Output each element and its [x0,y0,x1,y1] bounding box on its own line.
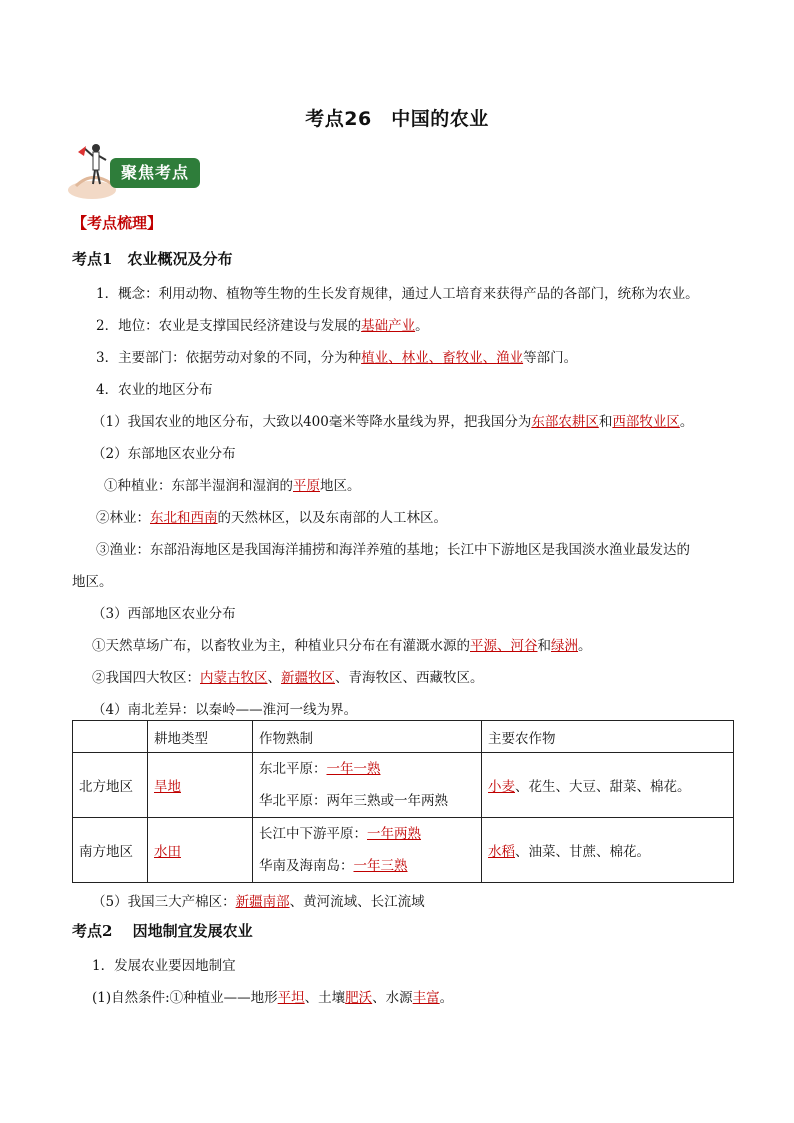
section-header: 【考点梳理】 [72,214,163,232]
region-cell: 南方地区 [73,818,148,883]
cotton-line: （5）我国三大产棉区：新疆南部、黄河流域、长江流域 [92,894,425,910]
topic1-heading: 考点1 农业概况及分布 [72,250,233,268]
table-header-cell [73,721,148,753]
sectors-line: 3．主要部门：依据劳动对象的不同，分为种植业、林业、畜牧业、渔业等部门。 [96,350,578,366]
crop-system-cell: 长江中下游平原：一年两熟 华南及海南岛：一年三熟 [253,818,482,883]
table-header-row [73,721,734,753]
page-title: 考点26 中国的农业 [305,108,489,130]
table-header-cell: 主要农作物 [482,721,734,753]
north-south-heading: （4）南北差异：以秦岭——淮河一线为界。 [92,702,358,718]
table-header-cell: 耕地类型 [148,721,253,753]
east-planting: ①种植业：东部半湿润和湿润的平原地区。 [104,478,361,494]
topic-banner [66,140,206,202]
east-fishery-2: 地区。 [72,574,113,590]
region-cell: 北方地区 [73,753,148,818]
east-fishery-1: ③渔业：东部沿海地区是我国海洋捕捞和海洋养殖的基地；长江中下游地区是我国淡水渔业最发达的 [96,542,690,558]
agriculture-table [72,720,734,883]
concept-line: 1．概念：利用动物、植物等生物的生长发育规律，通过人工培育来获得产品的各部门，统称为农业。 [96,286,699,302]
status-line: 2．地位：农业是支撑国民经济建设与发展的基础产业。 [96,318,429,334]
main-crops-cell: 小麦、花生、大豆、甜菜、棉花。 [482,753,734,818]
east-forestry: ②林业：东北和西南的天然林区，以及东南部的人工林区。 [96,510,447,526]
banner-badge: 聚焦考点 [110,158,200,188]
table-header-cell: 作物熟制 [253,721,482,753]
topic2-item1: 1．发展农业要因地制宜 [92,958,236,974]
table-row [73,753,734,818]
west-line1: ①天然草场广布，以畜牧业为主，种植业只分布在有灌溉水源的平源、河谷和绿洲。 [92,638,592,654]
main-crops-cell: 水稻、油菜、甘蔗、棉花。 [482,818,734,883]
land-cell: 水田 [148,818,253,883]
distribution-p1: （1）我国农业的地区分布，大致以400毫米等降水量线为界，把我国分为东部农耕区和西部牧业区。 [92,414,694,430]
natural-conditions-line: (1)自然条件:①种植业——地形平坦、土壤肥沃、水源丰富。 [92,990,454,1006]
topic2-heading: 考点2 因地制宜发展农业 [72,922,253,940]
table-row [73,818,734,883]
crop-system-cell: 东北平原：一年一熟 华北平原：两年三熟或一年两熟 [253,753,482,818]
land-cell: 旱地 [148,753,253,818]
west-line2: ②我国四大牧区：内蒙古牧区、新疆牧区、青海牧区、西藏牧区。 [92,670,484,686]
east-heading: （2）东部地区农业分布 [92,446,236,462]
west-heading: （3）西部地区农业分布 [92,606,236,622]
distribution-heading: 4．农业的地区分布 [96,382,213,398]
